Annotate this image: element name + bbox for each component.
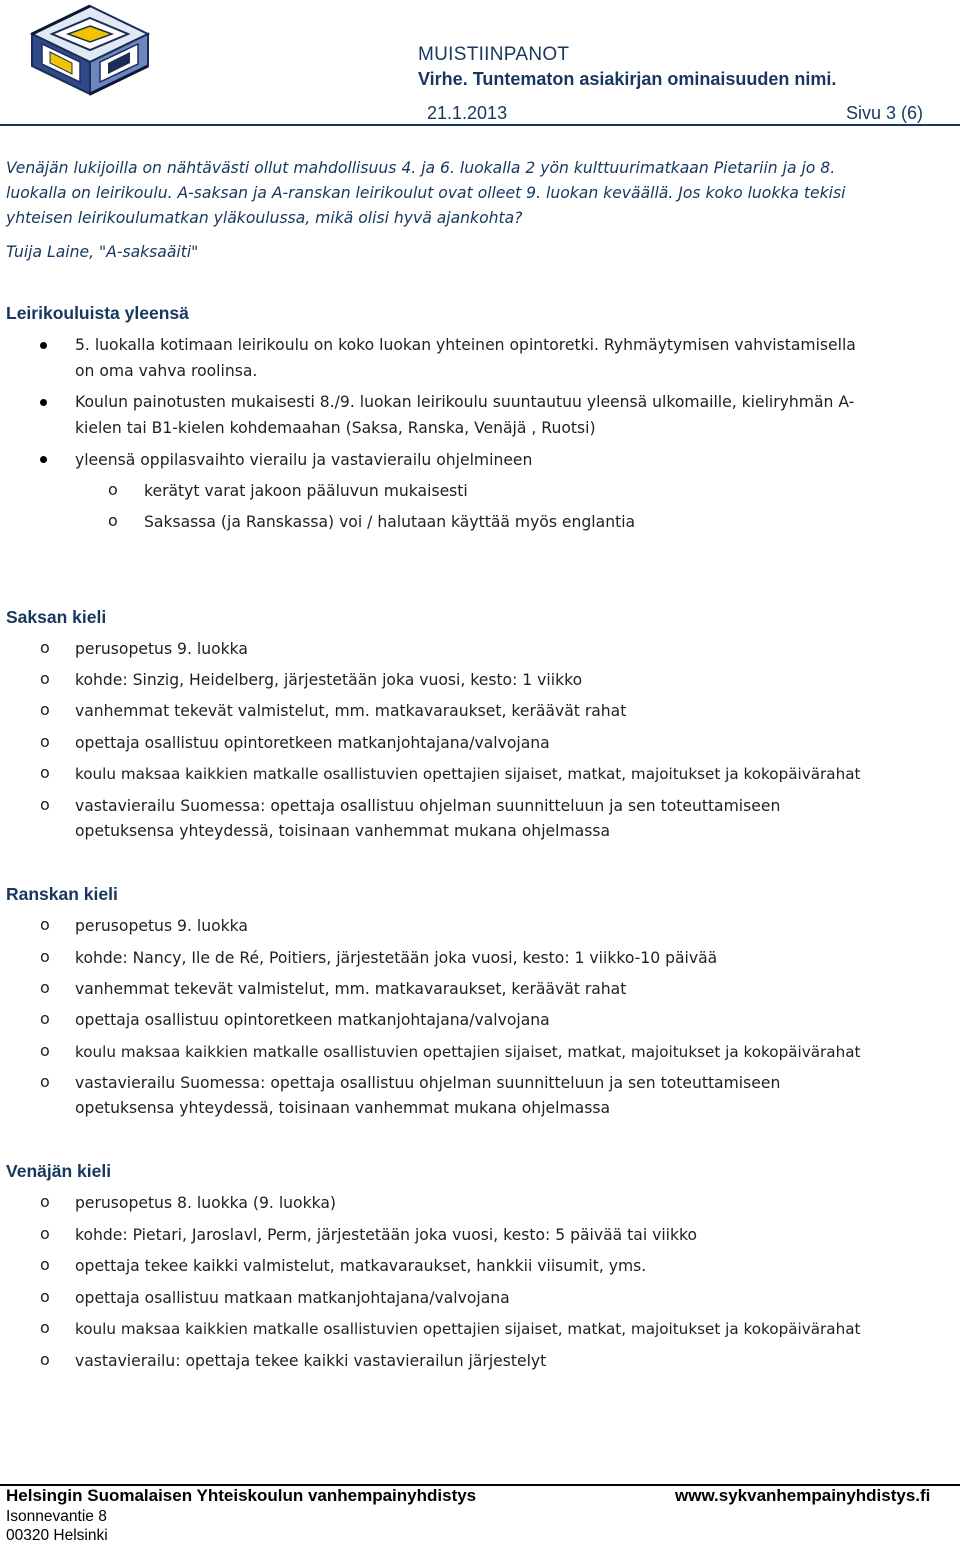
- list-item: opettaja osallistuu matkaan matkanjohtajana/valvojana: [75, 1289, 510, 1307]
- circle-bullet-icon: o: [40, 1287, 50, 1306]
- footer-website-link[interactable]: www.sykvanhempainyhdistys.fi: [675, 1486, 931, 1505]
- circle-bullet-icon: o: [40, 732, 50, 751]
- list-item: opettaja osallistuu opintoretkeen matkanjohtajana/valvojana: [75, 734, 550, 752]
- list-item: koulu maksaa kaikkien matkalle osallistuvien opettajien sijaiset, matkat, majoitukset ja kokopäivärahat: [75, 1320, 861, 1338]
- section-heading-german: Saksan kieli: [6, 607, 107, 627]
- list-item: yleensä oppilasvaihto vierailu ja vastavierailu ohjelmineen: [75, 451, 533, 469]
- circle-bullet-icon: o: [108, 511, 118, 530]
- list-item: kohde: Pietari, Jaroslavl, Perm, järjestetään joka vuosi, kesto: 5 päivää tai viikko: [75, 1226, 698, 1244]
- list-item: 5. luokalla kotimaan leirikoulu on koko luokan yhteinen opintoretki. Ryhmäytymisen vahvistamisella: [75, 336, 856, 354]
- sub-list-item: kerätyt varat jakoon pääluvun mukaisesti: [144, 482, 468, 500]
- circle-bullet-icon: o: [40, 1350, 50, 1369]
- intro-signature: Tuija Laine, "A-saksaäiti": [6, 243, 199, 261]
- list-item-continuation: on oma vahva roolinsa.: [75, 362, 258, 380]
- circle-bullet-icon: o: [40, 1041, 50, 1060]
- circle-bullet-icon: o: [40, 1072, 50, 1091]
- footer-organization: Helsingin Suomalaisen Yhteiskoulun vanhempainyhdistys: [6, 1486, 477, 1505]
- circle-bullet-icon: o: [40, 1009, 50, 1028]
- list-item: kohde: Nancy, Ile de Ré, Poitiers, järjestetään joka vuosi, kesto: 1 viikko-10 päivää: [75, 949, 718, 967]
- list-item: opettaja osallistuu opintoretkeen matkanjohtajana/valvojana: [75, 1011, 550, 1029]
- list-item: opettaja tekee kaikki valmistelut, matkavaraukset, hankkii viisumit, yms.: [75, 1257, 647, 1275]
- list-item-continuation: kielen tai B1-kielen kohdemaahan (Saksa, Ranska, Venäjä , Ruotsi): [75, 419, 596, 437]
- footer-city: 00320 Helsinki: [6, 1527, 108, 1544]
- list-item: kohde: Sinzig, Heidelberg, järjestetään joka vuosi, kesto: 1 viikko: [75, 671, 583, 689]
- list-item: vastavierailu Suomessa: opettaja osallistuu ohjelman suunnitteluun ja sen toteuttamiseen: [75, 1074, 781, 1092]
- document-property-error: Virhe. Tuntematon asiakirjan ominaisuuden nimi.: [418, 69, 837, 89]
- circle-bullet-icon: o: [40, 1318, 50, 1337]
- list-item: perusopetus 9. luokka: [75, 917, 248, 935]
- list-item: koulu maksaa kaikkien matkalle osallistuvien opettajien sijaiset, matkat, majoitukset ja kokopäivärahat: [75, 1043, 861, 1061]
- circle-bullet-icon: o: [40, 1255, 50, 1274]
- circle-bullet-icon: o: [40, 1192, 50, 1211]
- header-divider: [0, 124, 960, 126]
- list-item-continuation: opetuksensa yhteydessä, toisinaan vanhemmat mukana ohjelmassa: [75, 822, 610, 840]
- circle-bullet-icon: o: [40, 978, 50, 997]
- footer-street-address: Isonnevantie 8: [6, 1508, 107, 1525]
- document-title: MUISTIINPANOT: [418, 44, 570, 65]
- circle-bullet-icon: o: [40, 1224, 50, 1243]
- page-number: Sivu 3 (6): [846, 103, 924, 123]
- list-item: Koulun painotusten mukaisesti 8./9. luokan leirikoulu suuntautuu yleensä ulkomaille, kieliryhmän A-: [75, 393, 855, 411]
- section-heading-french: Ranskan kieli: [6, 884, 118, 904]
- circle-bullet-icon: o: [40, 763, 50, 782]
- circle-bullet-icon: o: [40, 947, 50, 966]
- intro-line-1: Venäjän lukijoilla on nähtävästi ollut mahdollisuus 4. ja 6. luokalla 2 yön kulttuurimatkaan Pietariin ja jo 8.: [6, 159, 836, 177]
- logo-cube-icon: [28, 4, 152, 96]
- bullet-icon: [40, 342, 47, 349]
- list-item: perusopetus 8. luokka (9. luokka): [75, 1194, 337, 1212]
- section-heading-russian: Venäjän kieli: [6, 1161, 112, 1181]
- list-item: vastavierailu Suomessa: opettaja osallistuu ohjelman suunnitteluun ja sen toteuttamiseen: [75, 797, 781, 815]
- document-date: 21.1.2013: [427, 103, 508, 123]
- bullet-icon: [40, 456, 47, 463]
- bullet-icon: [40, 399, 47, 406]
- circle-bullet-icon: o: [40, 669, 50, 688]
- section-heading-general: Leirikouluista yleensä: [6, 303, 189, 323]
- circle-bullet-icon: o: [40, 638, 50, 657]
- intro-line-3: yhteisen leirikoulumatkan yläkoulussa, mikä olisi hyvä ajankohta?: [6, 209, 523, 227]
- circle-bullet-icon: o: [108, 480, 118, 499]
- list-item-continuation: opetuksensa yhteydessä, toisinaan vanhemmat mukana ohjelmassa: [75, 1099, 610, 1117]
- list-item: vanhemmat tekevät valmistelut, mm. matkavaraukset, keräävät rahat: [75, 702, 627, 720]
- list-item: perusopetus 9. luokka: [75, 640, 248, 658]
- circle-bullet-icon: o: [40, 795, 50, 814]
- intro-line-2: luokalla on leirikoulu. A-saksan ja A-ranskan leirikoulut ovat olleet 9. luokan keväällä. Jos koko luokka tekisi: [6, 184, 846, 202]
- circle-bullet-icon: o: [40, 915, 50, 934]
- list-item: koulu maksaa kaikkien matkalle osallistuvien opettajien sijaiset, matkat, majoitukset ja kokopäivärahat: [75, 765, 861, 783]
- sub-list-item: Saksassa (ja Ranskassa) voi / halutaan käyttää myös englantia: [144, 513, 636, 531]
- circle-bullet-icon: o: [40, 700, 50, 719]
- list-item: vanhemmat tekevät valmistelut, mm. matkavaraukset, keräävät rahat: [75, 980, 627, 998]
- list-item: vastavierailu: opettaja tekee kaikki vastavierailun järjestelyt: [75, 1352, 547, 1370]
